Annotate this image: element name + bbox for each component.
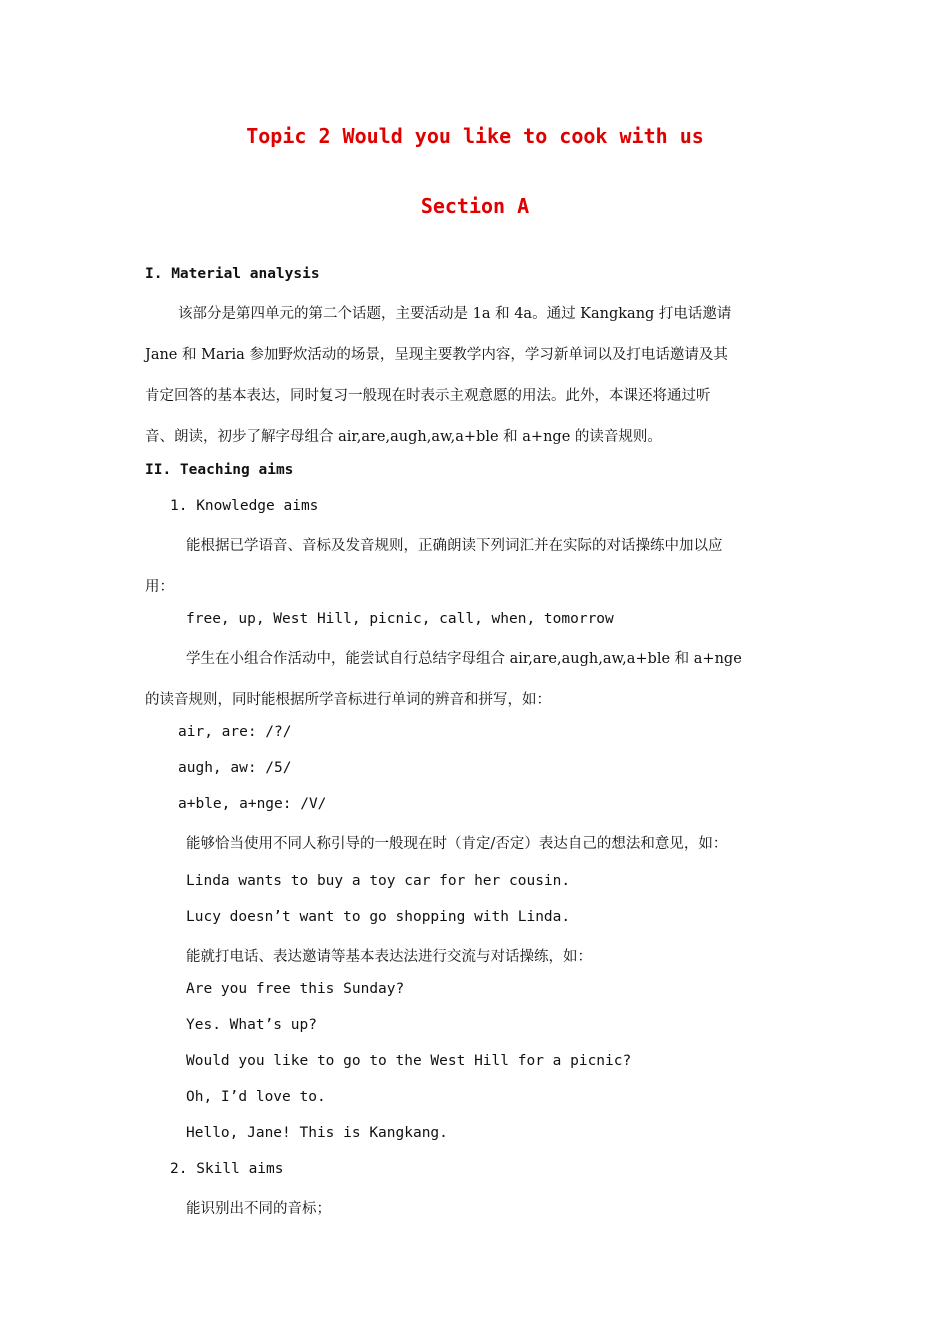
material-paragraph-line: 肯定回答的基本表达，同时复习一般现在时表示主观意愿的用法。此外，本课还将通过听	[145, 388, 711, 404]
material-paragraph-line: 音、朗读，初步了解字母组合 air,are,augh,aw,a+ble 和 a+nge 的读音规则。	[145, 429, 662, 445]
example-sentence: Lucy doesn’t want to go shopping with Linda.	[186, 909, 571, 925]
phonics-rule: air, are: /?/	[178, 724, 292, 740]
example-sentence: Linda wants to buy a toy car for her cousin.	[186, 873, 571, 889]
section-title: Section A	[420, 194, 530, 218]
phonics-rule: a+ble, a+nge: /V/	[178, 796, 327, 812]
material-analysis-heading: I. Material analysis	[145, 266, 320, 282]
phonics-rule: augh, aw: /5/	[178, 760, 292, 776]
teaching-aims-heading: II. Teaching aims	[145, 462, 294, 478]
knowledge-paragraph-line: 的读音规则，同时能根据所学音标进行单词的辨音和拼写，如：	[145, 692, 551, 708]
vocabulary-list: free, up, West Hill, picnic, call, when, tomorrow	[186, 611, 614, 627]
example-sentence: Are you free this Sunday?	[186, 981, 405, 997]
knowledge-paragraph-line: 学生在小组合作活动中，能尝试自行总结字母组合 air,are,augh,aw,a+ble 和 a+nge	[186, 651, 742, 667]
material-paragraph-line: 该部分是第四单元的第二个话题，主要活动是 1a 和 4a。通过 Kangkang 打电话邀请	[178, 306, 732, 322]
example-sentence: Would you like to go to the West Hill for a picnic?	[186, 1053, 632, 1069]
knowledge-paragraph-line: 能根据已学语音、音标及发音规则，正确朗读下列词汇并在实际的对话操练中加以应	[186, 538, 723, 554]
knowledge-paragraph-line: 能够恰当使用不同人称引导的一般现在时（肯定/否定）表达自己的想法和意见，如：	[186, 836, 728, 852]
knowledge-paragraph-line: 能就打电话、表达邀请等基本表达法进行交流与对话操练，如：	[186, 949, 592, 965]
skill-paragraph-line: 能识别出不同的音标；	[186, 1201, 331, 1217]
example-sentence: Hello, Jane! This is Kangkang.	[186, 1125, 448, 1141]
example-sentence: Oh, I’d love to.	[186, 1089, 326, 1105]
example-sentence: Yes. What’s up?	[186, 1017, 317, 1033]
knowledge-paragraph-line: 用：	[145, 579, 174, 595]
document-title: Topic 2 Would you like to cook with us	[246, 124, 704, 148]
skill-aims-heading: 2. Skill aims	[170, 1161, 284, 1177]
material-paragraph-line: Jane 和 Maria 参加野炊活动的场景，呈现主要教学内容，学习新单词以及打电话邀请及其	[145, 347, 728, 363]
knowledge-aims-heading: 1. Knowledge aims	[170, 498, 319, 514]
